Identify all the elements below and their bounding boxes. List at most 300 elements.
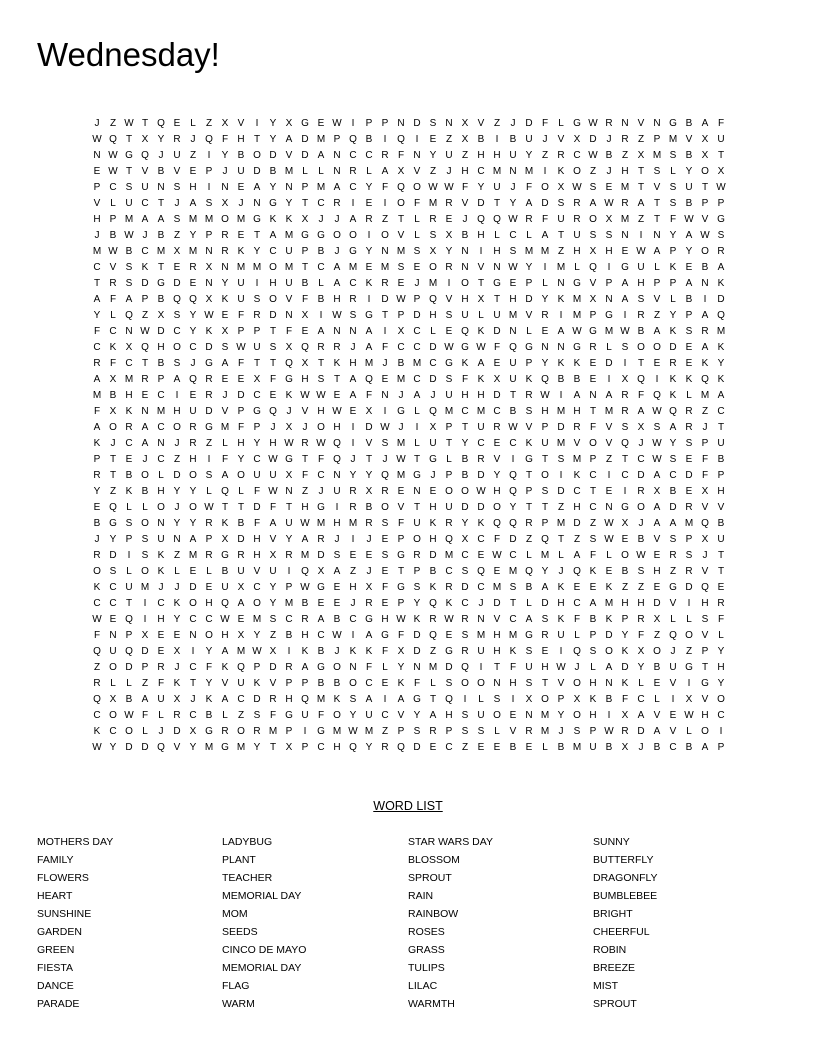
grid-letter: Y xyxy=(269,134,277,145)
grid-letter: R xyxy=(93,550,101,561)
grid-letter: X xyxy=(429,246,437,257)
grid-letter: I xyxy=(559,390,563,401)
grid-letter: C xyxy=(205,614,213,625)
grid-letter: M xyxy=(92,390,102,401)
grid-letter: K xyxy=(557,358,565,369)
grid-letter: E xyxy=(237,182,245,193)
grid-letter: K xyxy=(429,582,437,593)
grid-letter: R xyxy=(269,694,277,705)
grid-letter: R xyxy=(717,246,725,257)
grid-letter: A xyxy=(653,502,661,513)
grid-letter: L xyxy=(142,726,148,737)
grid-letter: U xyxy=(445,150,453,161)
grid-letter: D xyxy=(141,742,149,753)
grid-letter: Y xyxy=(541,358,549,369)
grid-letter: M xyxy=(540,726,550,737)
grid-letter: I xyxy=(511,694,515,705)
grid-letter: I xyxy=(687,678,691,689)
grid-letter: O xyxy=(413,534,421,545)
grid-letter: Q xyxy=(445,534,453,545)
grid-letter: E xyxy=(509,710,517,721)
grid-letter: I xyxy=(383,134,387,145)
grid-letter: D xyxy=(237,534,245,545)
grid-letter: F xyxy=(621,694,629,705)
grid-letter: G xyxy=(317,582,325,593)
grid-letter: B xyxy=(557,374,565,385)
grid-letter: F xyxy=(589,422,597,433)
grid-letter: R xyxy=(637,614,645,625)
word-list-item: HEART xyxy=(37,890,73,902)
grid-letter: S xyxy=(349,310,357,321)
grid-letter: D xyxy=(413,646,421,657)
grid-letter: V xyxy=(573,438,581,449)
grid-letter: O xyxy=(717,694,725,705)
grid-letter: R xyxy=(253,310,261,321)
grid-letter: T xyxy=(301,262,309,273)
word-list-item: GARDEN xyxy=(37,926,82,938)
grid-row xyxy=(89,596,729,612)
grid-letter: S xyxy=(173,358,181,369)
grid-letter: K xyxy=(173,678,181,689)
grid-letter: R xyxy=(301,438,309,449)
grid-letter: D xyxy=(573,518,581,529)
grid-letter: Y xyxy=(189,326,197,337)
grid-letter: T xyxy=(253,358,261,369)
grid-letter: S xyxy=(573,726,581,737)
grid-letter: R xyxy=(381,742,389,753)
grid-letter: W xyxy=(332,406,342,417)
grid-letter: K xyxy=(141,262,149,273)
grid-letter: E xyxy=(93,166,101,177)
grid-letter: V xyxy=(397,710,405,721)
grid-letter: Z xyxy=(429,166,437,177)
grid-letter: L xyxy=(190,118,196,129)
grid-letter: Q xyxy=(93,694,101,705)
grid-letter: I xyxy=(511,454,515,465)
grid-letter: E xyxy=(429,742,437,753)
grid-letter: L xyxy=(302,166,308,177)
grid-letter: Q xyxy=(221,598,229,609)
grid-letter: N xyxy=(397,118,405,129)
grid-letter: G xyxy=(397,582,405,593)
grid-letter: J xyxy=(334,534,340,545)
grid-letter: E xyxy=(445,630,453,641)
grid-letter: S xyxy=(461,726,469,737)
grid-letter: U xyxy=(525,134,533,145)
grid-letter: B xyxy=(397,358,405,369)
grid-letter: H xyxy=(637,278,645,289)
grid-letter: B xyxy=(461,470,469,481)
grid-letter: B xyxy=(109,390,117,401)
grid-letter: D xyxy=(461,582,469,593)
grid-letter: W xyxy=(700,230,710,241)
grid-letter: F xyxy=(301,294,309,305)
grid-letter: X xyxy=(285,470,293,481)
grid-letter: I xyxy=(479,246,483,257)
grid-letter: U xyxy=(445,390,453,401)
grid-letter: H xyxy=(477,150,485,161)
grid-letter: A xyxy=(237,598,245,609)
grid-letter: A xyxy=(413,390,421,401)
grid-letter: N xyxy=(445,118,453,129)
grid-letter: R xyxy=(573,214,581,225)
grid-letter: O xyxy=(141,566,149,577)
grid-letter: V xyxy=(525,422,533,433)
grid-letter: L xyxy=(478,310,484,321)
grid-letter: S xyxy=(669,198,677,209)
grid-letter: U xyxy=(477,646,485,657)
grid-letter: E xyxy=(589,358,597,369)
grid-letter: M xyxy=(220,422,230,433)
grid-letter: G xyxy=(253,214,261,225)
grid-letter: M xyxy=(572,310,582,321)
grid-letter: R xyxy=(557,150,565,161)
grid-letter: H xyxy=(237,134,245,145)
grid-letter: P xyxy=(589,454,597,465)
grid-letter: O xyxy=(333,662,341,673)
grid-letter: X xyxy=(285,118,293,129)
grid-letter: U xyxy=(509,150,517,161)
grid-letter: W xyxy=(572,182,582,193)
grid-letter: R xyxy=(141,374,149,385)
grid-letter: O xyxy=(573,166,581,177)
grid-letter: M xyxy=(236,214,246,225)
grid-letter: M xyxy=(332,726,342,737)
grid-letter: M xyxy=(316,182,326,193)
grid-letter: G xyxy=(525,454,533,465)
grid-letter: P xyxy=(413,294,421,305)
grid-letter: M xyxy=(444,406,454,417)
grid-letter: A xyxy=(253,182,261,193)
grid-letter: C xyxy=(269,246,277,257)
grid-letter: Z xyxy=(445,134,453,145)
grid-letter: A xyxy=(333,262,341,273)
grid-letter: X xyxy=(365,486,373,497)
grid-letter: X xyxy=(205,262,213,273)
grid-letter: M xyxy=(124,214,134,225)
grid-letter: I xyxy=(143,598,147,609)
grid-letter: T xyxy=(509,390,517,401)
grid-letter: I xyxy=(207,150,211,161)
grid-letter: Q xyxy=(397,182,405,193)
grid-letter: A xyxy=(701,342,709,353)
grid-letter: Q xyxy=(125,646,133,657)
grid-letter: E xyxy=(237,230,245,241)
grid-letter: Y xyxy=(365,246,373,257)
grid-letter: W xyxy=(332,310,342,321)
grid-letter: T xyxy=(125,598,133,609)
grid-letter: C xyxy=(413,342,421,353)
grid-letter: N xyxy=(413,662,421,673)
grid-letter: Z xyxy=(269,630,277,641)
grid-letter: V xyxy=(269,534,277,545)
grid-letter: O xyxy=(317,422,325,433)
grid-letter: H xyxy=(557,598,565,609)
grid-letter: S xyxy=(381,550,389,561)
grid-letter: H xyxy=(317,406,325,417)
grid-letter: S xyxy=(653,422,661,433)
grid-letter: Y xyxy=(173,518,181,529)
grid-letter: Q xyxy=(237,662,245,673)
grid-letter: C xyxy=(509,438,517,449)
grid-letter: Q xyxy=(669,630,677,641)
grid-letter: A xyxy=(317,326,325,337)
grid-letter: A xyxy=(221,646,229,657)
grid-letter: R xyxy=(685,406,693,417)
grid-letter: S xyxy=(381,438,389,449)
grid-letter: Y xyxy=(413,598,421,609)
grid-letter: W xyxy=(652,438,662,449)
grid-letter: R xyxy=(605,118,613,129)
grid-letter: W xyxy=(92,614,102,625)
grid-letter: C xyxy=(397,342,405,353)
grid-letter: G xyxy=(365,614,373,625)
grid-letter: M xyxy=(700,390,710,401)
grid-letter: Y xyxy=(669,438,677,449)
grid-letter: J xyxy=(430,390,436,401)
grid-letter: L xyxy=(542,742,548,753)
grid-letter: S xyxy=(205,198,213,209)
grid-letter: C xyxy=(429,358,437,369)
grid-letter: I xyxy=(191,646,195,657)
grid-letter: Q xyxy=(349,134,357,145)
grid-letter: Z xyxy=(685,646,693,657)
grid-letter: Q xyxy=(477,566,485,577)
grid-letter: F xyxy=(637,390,645,401)
grid-letter: P xyxy=(365,118,373,129)
grid-letter: A xyxy=(541,230,549,241)
grid-letter: S xyxy=(429,230,437,241)
grid-letter: P xyxy=(157,374,165,385)
grid-letter: B xyxy=(285,630,293,641)
grid-letter: A xyxy=(301,534,309,545)
grid-letter: S xyxy=(637,566,645,577)
grid-letter: B xyxy=(205,710,213,721)
grid-letter: D xyxy=(605,358,613,369)
grid-row xyxy=(89,564,729,580)
grid-row xyxy=(89,372,729,388)
grid-letter: J xyxy=(510,118,516,129)
grid-letter: V xyxy=(173,166,181,177)
grid-letter: O xyxy=(381,230,389,241)
grid-letter: O xyxy=(173,422,181,433)
grid-letter: L xyxy=(382,662,388,673)
grid-letter: X xyxy=(189,726,197,737)
grid-letter: H xyxy=(477,390,485,401)
grid-letter: F xyxy=(381,582,389,593)
grid-letter: B xyxy=(525,582,533,593)
word-list-column xyxy=(408,834,588,1014)
grid-letter: H xyxy=(701,598,709,609)
grid-letter: S xyxy=(669,150,677,161)
grid-letter: S xyxy=(669,182,677,193)
grid-letter: D xyxy=(477,198,485,209)
grid-letter: U xyxy=(125,198,133,209)
grid-letter: A xyxy=(285,134,293,145)
grid-letter: A xyxy=(333,278,341,289)
grid-letter: C xyxy=(349,278,357,289)
grid-letter: N xyxy=(493,678,501,689)
grid-letter: D xyxy=(525,118,533,129)
word-list-item: SUNSHINE xyxy=(37,908,92,920)
grid-letter: H xyxy=(125,390,133,401)
grid-letter: P xyxy=(525,358,533,369)
grid-letter: C xyxy=(253,390,261,401)
grid-letter: B xyxy=(365,134,373,145)
grid-letter: Y xyxy=(189,486,197,497)
grid-letter: O xyxy=(637,502,645,513)
grid-letter: L xyxy=(526,326,532,337)
grid-letter: W xyxy=(332,118,342,129)
grid-letter: W xyxy=(396,614,406,625)
grid-letter: U xyxy=(285,518,293,529)
grid-letter: C xyxy=(413,326,421,337)
grid-letter: L xyxy=(526,230,532,241)
grid-letter: E xyxy=(301,326,309,337)
grid-letter: T xyxy=(125,134,133,145)
grid-letter: L xyxy=(222,438,228,449)
grid-letter: R xyxy=(333,342,341,353)
grid-letter: N xyxy=(141,406,149,417)
grid-letter: C xyxy=(381,710,389,721)
grid-letter: I xyxy=(175,390,179,401)
grid-letter: E xyxy=(621,534,629,545)
grid-letter: F xyxy=(669,214,677,225)
grid-letter: B xyxy=(221,566,229,577)
grid-letter: E xyxy=(237,374,245,385)
grid-letter: B xyxy=(333,678,341,689)
grid-letter: D xyxy=(669,342,677,353)
grid-letter: P xyxy=(125,630,133,641)
grid-letter: M xyxy=(556,438,566,449)
grid-letter: W xyxy=(684,214,694,225)
grid-letter: C xyxy=(637,694,645,705)
grid-letter: E xyxy=(365,550,373,561)
grid-letter: P xyxy=(205,534,213,545)
grid-letter: X xyxy=(173,246,181,257)
grid-letter: B xyxy=(109,230,117,241)
grid-letter: J xyxy=(350,454,356,465)
grid-letter: V xyxy=(605,422,613,433)
grid-letter: R xyxy=(589,342,597,353)
grid-letter: G xyxy=(157,278,165,289)
grid-letter: H xyxy=(221,630,229,641)
word-list-item: PLANT xyxy=(222,854,256,866)
grid-letter: W xyxy=(636,550,646,561)
grid-letter: K xyxy=(477,374,485,385)
grid-letter: O xyxy=(573,678,581,689)
grid-letter: E xyxy=(349,550,357,561)
grid-letter: H xyxy=(621,598,629,609)
grid-letter: F xyxy=(397,518,405,529)
grid-letter: J xyxy=(638,518,644,529)
grid-letter: E xyxy=(189,278,197,289)
grid-letter: C xyxy=(317,262,325,273)
grid-letter: R xyxy=(621,726,629,737)
grid-letter: Q xyxy=(365,374,373,385)
grid-letter: C xyxy=(109,582,117,593)
grid-letter: M xyxy=(428,278,438,289)
grid-letter: B xyxy=(685,198,693,209)
grid-letter: Y xyxy=(221,150,229,161)
grid-letter: Y xyxy=(269,598,277,609)
grid-row xyxy=(89,516,729,532)
word-list-item: MEMORIAL DAY xyxy=(222,962,302,974)
grid-letter: B xyxy=(717,518,725,529)
grid-letter: J xyxy=(158,582,164,593)
grid-letter: J xyxy=(366,566,372,577)
grid-letter: D xyxy=(557,422,565,433)
grid-letter: M xyxy=(284,166,294,177)
grid-letter: P xyxy=(397,310,405,321)
grid-letter: M xyxy=(284,598,294,609)
grid-letter: R xyxy=(93,678,101,689)
grid-letter: T xyxy=(413,454,421,465)
grid-letter: H xyxy=(349,582,357,593)
grid-letter: V xyxy=(173,742,181,753)
grid-letter: Y xyxy=(269,118,277,129)
grid-letter: S xyxy=(509,246,517,257)
grid-letter: U xyxy=(157,694,165,705)
grid-letter: X xyxy=(237,582,245,593)
grid-letter: B xyxy=(685,118,693,129)
grid-letter: U xyxy=(509,374,517,385)
grid-letter: T xyxy=(413,502,421,513)
grid-letter: S xyxy=(205,470,213,481)
grid-letter: P xyxy=(589,726,597,737)
grid-letter: K xyxy=(93,438,101,449)
grid-letter: P xyxy=(237,326,245,337)
grid-letter: M xyxy=(444,550,454,561)
grid-letter: I xyxy=(671,694,675,705)
grid-letter: F xyxy=(637,630,645,641)
grid-letter: O xyxy=(541,470,549,481)
grid-letter: D xyxy=(125,662,133,673)
grid-letter: A xyxy=(349,374,357,385)
grid-letter: N xyxy=(589,390,597,401)
grid-row xyxy=(89,676,729,692)
grid-letter: E xyxy=(477,550,485,561)
grid-letter: A xyxy=(653,326,661,337)
grid-letter: X xyxy=(637,646,645,657)
grid-letter: W xyxy=(316,438,326,449)
grid-letter: C xyxy=(189,614,197,625)
grid-letter: L xyxy=(478,694,484,705)
grid-letter: P xyxy=(717,742,725,753)
grid-letter: K xyxy=(669,374,677,385)
grid-letter: U xyxy=(173,150,181,161)
grid-letter: R xyxy=(205,550,213,561)
grid-letter: Y xyxy=(205,678,213,689)
grid-letter: F xyxy=(541,214,549,225)
grid-letter: Q xyxy=(653,390,661,401)
grid-letter: F xyxy=(701,454,709,465)
grid-letter: W xyxy=(396,294,406,305)
grid-letter: Q xyxy=(381,470,389,481)
grid-letter: C xyxy=(349,150,357,161)
grid-letter: T xyxy=(253,134,261,145)
grid-letter: K xyxy=(205,694,213,705)
grid-letter: S xyxy=(525,646,533,657)
grid-letter: A xyxy=(637,198,645,209)
grid-letter: Q xyxy=(701,374,709,385)
grid-letter: I xyxy=(383,198,387,209)
word-list-item: CHEERFUL xyxy=(593,926,650,938)
grid-letter: E xyxy=(429,134,437,145)
grid-letter: M xyxy=(300,550,310,561)
grid-letter: A xyxy=(397,694,405,705)
grid-letter: A xyxy=(669,518,677,529)
